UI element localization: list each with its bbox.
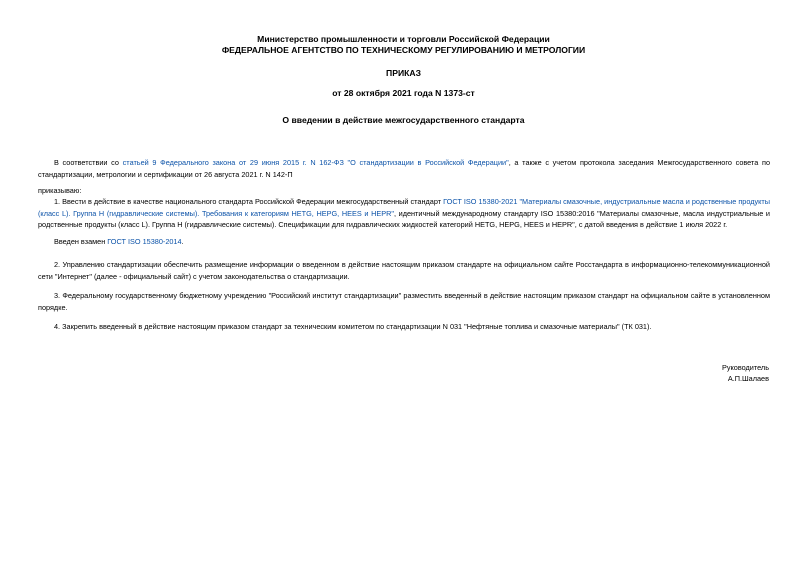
agency-title: ФЕДЕРАЛЬНОЕ АГЕНТСТВО ПО ТЕХНИЧЕСКОМУ РЕГУЛИРОВАНИЮ И МЕТРОЛОГИИ <box>221 45 586 55</box>
document-subject: О введении в действие межгосударственного стандарта <box>282 115 525 125</box>
ministry-title: Министерство промышленности и торговли Российской Федерации <box>257 34 550 44</box>
document-type: ПРИКАЗ <box>386 68 421 78</box>
preamble-text-start: В соответствии со <box>54 158 123 167</box>
item-4-paragraph: 4. Закрепить введенный в действие настоящим приказом стандарт за техническим комитетом по стандартизации N 031 "Нефтяные топлива и смазочные материалы" (ТК 031). <box>54 322 652 331</box>
gost-2014-link[interactable]: ГОСТ ISO 15380-2014 <box>107 237 182 246</box>
item-3-paragraph: 3. Федеральному государственному бюджетному учреждению "Российский институт стандартизации" разместить введенный в действие настоящим приказом стандарт на официальном сайте в установленном порядке. <box>38 291 770 312</box>
item-1-text-start: 1. Ввести в действие в качестве национального стандарта Российской Федерации межгосударственный стандарт <box>54 197 444 206</box>
order-word: приказываю: <box>38 186 82 195</box>
replacement-end: . <box>181 237 184 246</box>
signatory-name: А.П.Шалаев <box>727 374 769 383</box>
item-1-text-end: , идентичный международному стандарту ISO 15380:2016 "Материалы смазочные, масла индустриальные и родственные продукты (класс L). Группа H (гидравлические системы). Спецификации для гидравлических жидкостей категорий HETG, HEPG, HEES и HEPR", с датой введения в действие 1 июля 2022 г. <box>38 208 770 230</box>
preamble-text-end: , а также с учетом протокола заседания Межгосударственного совета по стандартизации, метрологии и сертификации от 26 августа 2021 г. N 142-П <box>38 158 771 179</box>
item-2-paragraph: 2. Управлению стандартизации обеспечить размещение информации о введенном в действие настоящим приказом стандарте на официальном сайте Росстандарта в информационно-телекоммуникационной сети "Интернет" (далее - официальный сайт) с учетом законодательства о стандартизации. <box>38 260 770 281</box>
item-1-paragraph <box>38 196 770 231</box>
signatory-role: Руководитель <box>721 363 769 372</box>
federal-law-link[interactable]: статьей 9 Федерального закона от 29 июня 2015 г. N 162-ФЗ "О стандартизации в Российской Федерации" <box>122 158 509 167</box>
replacement-paragraph <box>38 236 770 248</box>
gost-2021-link[interactable]: ГОСТ ISO 15380-2021 "Материалы смазочные, индустриальные масла и родственные продукты (класс L). Группа H (гидравлические системы). Требования к категориям HETG, HEPG, HEES и HEPR" <box>38 197 771 218</box>
replacement-text: Введен взамен <box>54 237 108 246</box>
preamble-paragraph <box>38 157 770 180</box>
document-date: от 28 октября 2021 года N 1373-ст <box>332 88 475 98</box>
